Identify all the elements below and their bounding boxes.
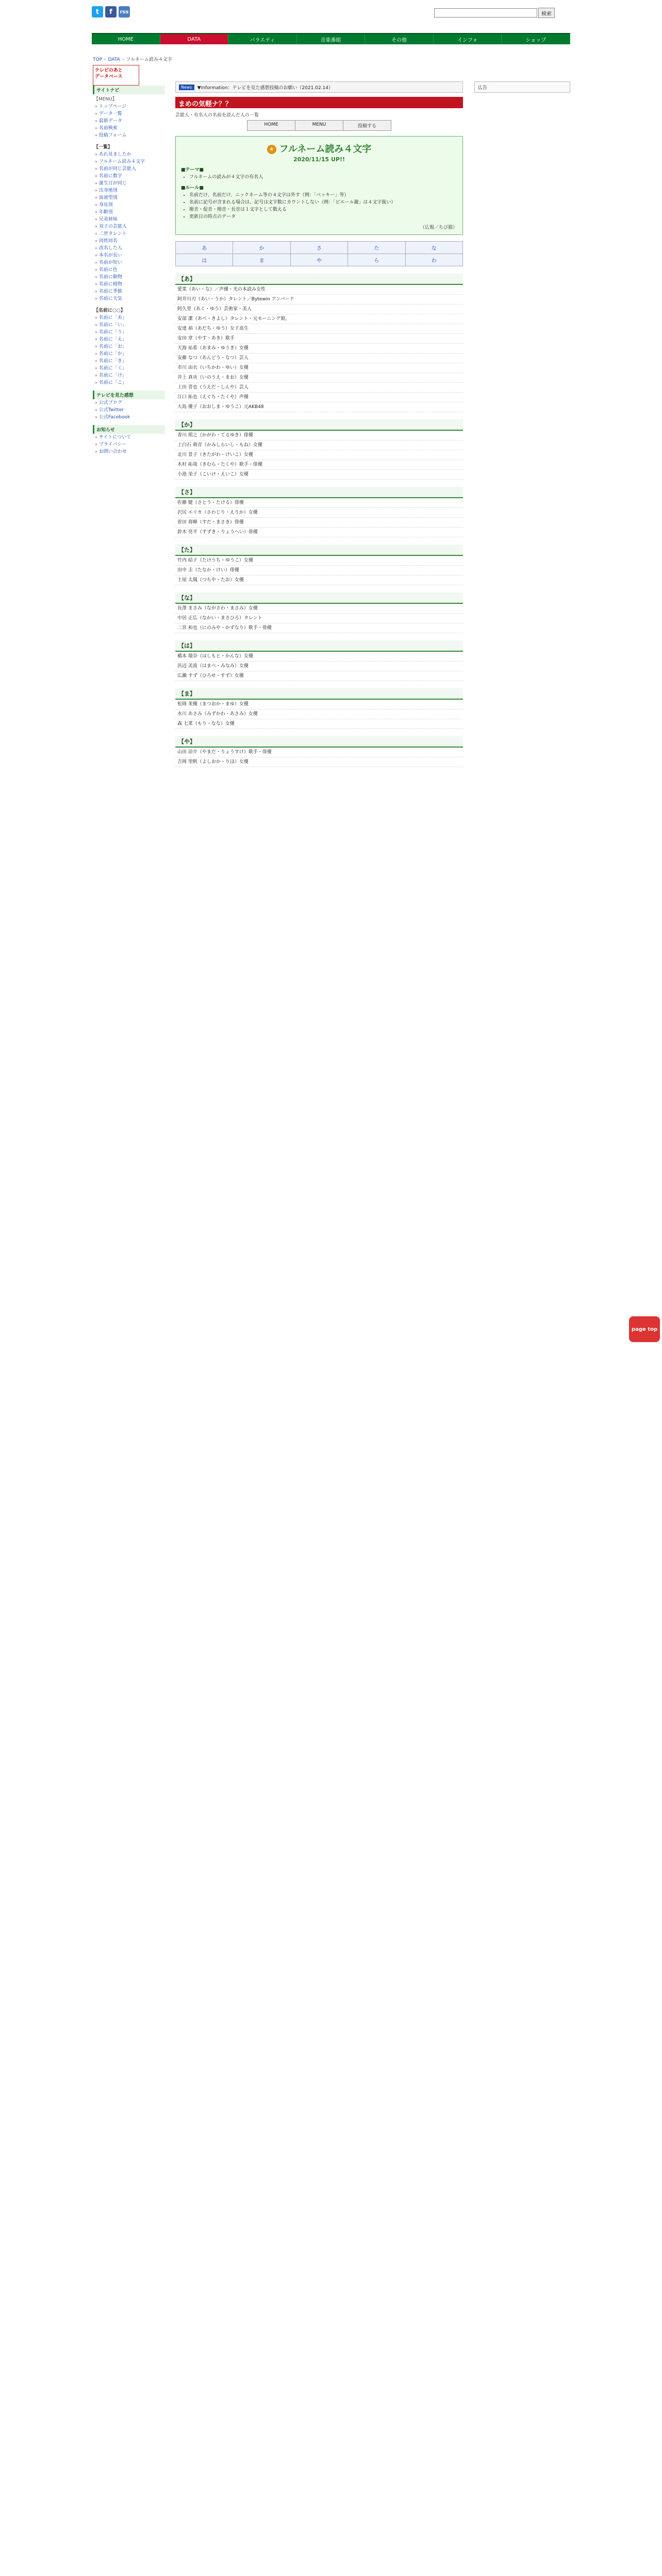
sidebar-menu-item[interactable]: » 投稿フォーム	[95, 132, 165, 139]
sidebar-list-item[interactable]: » 名前に「お」	[95, 343, 165, 350]
sidebar-list-item[interactable]: » 名前に「え」	[95, 336, 165, 343]
section-heading: 【や】	[175, 736, 463, 748]
sidebar-list-item[interactable]: » 年齢別	[95, 209, 165, 216]
sidebar-list-item[interactable]: » 公式ブログ	[95, 399, 165, 406]
kana-index-cell[interactable]: ま	[233, 254, 290, 266]
kana-index-cell[interactable]: さ	[291, 242, 348, 254]
list-item[interactable]: 江口 拓也（えぐち・たくや）声優	[175, 393, 463, 402]
sidebar-title-nav: サイトナビ	[93, 86, 165, 94]
logo-line1: テレビのあと	[95, 68, 123, 73]
list-item[interactable]: 森 七菜（もり・なな）女優	[175, 719, 463, 729]
kana-index-cell[interactable]: あ	[176, 242, 233, 254]
list-item[interactable]: 上田 晋也（うえだ・しんや）芸人	[175, 383, 463, 393]
search-input[interactable]	[434, 8, 537, 18]
sidebar-list-item[interactable]: » 血液型別	[95, 194, 165, 201]
feature-box	[175, 136, 463, 235]
theme-item: • フルネームの読みが４文字の有名人	[189, 174, 457, 181]
list-item[interactable]: 沢尻 エリカ（さわじり・えりか）女優	[175, 508, 463, 518]
list-item[interactable]: 水川 あさみ（みずかわ・あさみ）女優	[175, 709, 463, 719]
notice-bar[interactable]	[175, 81, 463, 93]
sidebar-menu-item[interactable]: » 最新データ	[95, 117, 165, 125]
notice-text[interactable]: ▼Information：テレビを見た感想投稿のお願い（2021.02.14）	[197, 85, 333, 91]
list-item[interactable]: 橋本 環奈（はしもと・かんな）女優	[175, 652, 463, 662]
list-item[interactable]: 吉岡 里帆（よしおか・りほ）女優	[175, 757, 463, 767]
rule-item: • 名前に記号が含まれる場合は、記号は文字数にカウントしない（例：「ピエール瀧」は４文字扱い）	[189, 199, 457, 206]
facebook-icon[interactable]: f	[105, 6, 117, 18]
sidebar-list-item[interactable]: » 名前に「こ」	[95, 379, 165, 386]
sidebar-list-item[interactable]: » 改名した人	[95, 245, 165, 252]
kana-index-cell[interactable]: は	[176, 254, 233, 266]
nav-home[interactable]: HOME	[92, 34, 160, 44]
nav-info[interactable]: インフォ	[434, 34, 502, 44]
list-item[interactable]: 香川 照之（かがわ・てるゆき）俳優	[175, 431, 463, 440]
subnav-post[interactable]: 投稿する	[343, 121, 391, 130]
sidebar-list-3	[93, 399, 165, 421]
list-item[interactable]: 山田 涼介（やまだ・りょうすけ）歌手・俳優	[175, 748, 463, 757]
kana-index-cell[interactable]: な	[406, 242, 463, 254]
sidebar-list-item[interactable]: » フルネーム読み４文字	[95, 158, 165, 165]
sidebar-menu-item[interactable]: » トップページ	[95, 103, 165, 110]
page-description: 芸能人・有名人の名前を読んだ人の一覧	[175, 113, 259, 118]
page-title: まめの気軽ナ？？	[175, 97, 463, 108]
sidebar-list-item[interactable]: » プライバシー	[95, 441, 165, 448]
sidebar-title-notice: お知らせ	[93, 425, 165, 434]
top-bar	[92, 4, 570, 20]
search-button[interactable]: 検索	[538, 8, 555, 18]
rule-item: • 更新日の時点のデータ	[189, 213, 457, 221]
list-item[interactable]: 中居 正広（なかい・まさひろ）タレント	[175, 614, 463, 623]
nav-data[interactable]: DATA	[160, 34, 229, 44]
list-item[interactable]: 市川 由衣（いちかわ・ゆい）女優	[175, 363, 463, 373]
feature-title	[181, 142, 457, 155]
section-heading: 【か】	[175, 419, 463, 431]
rule-label: ■ルール■	[181, 185, 204, 191]
sidebar-list-item[interactable]: » 公式Twitter	[95, 406, 165, 414]
sidebar-list-item[interactable]: » 名前が短い	[95, 259, 165, 266]
rule-item: • 名前だけ、名前だけ、ニックネーム等の４文字は外す（例：「ベッキー」等）	[189, 192, 457, 199]
sidebar-list-2	[93, 314, 165, 386]
sidebar-list-item[interactable]: » 本名が長い	[95, 252, 165, 259]
list-item[interactable]: 鈴木 亮平（すずき・りょうへい）俳優	[175, 528, 463, 537]
sidebar-list-item[interactable]: » 二世タレント	[95, 230, 165, 238]
sidebar-subtitle: 【一覧】	[94, 145, 113, 150]
list-item[interactable]: 安達 裕（あだち・ゆう）女子高生	[175, 324, 463, 334]
right-column	[474, 81, 570, 93]
list-item[interactable]: 松岡 茉優（まつおか・まゆ）女優	[175, 700, 463, 709]
sidebar-list-item[interactable]: » あれ見ましたか	[95, 151, 165, 158]
section-heading: 【た】	[175, 545, 463, 556]
kana-index-cell[interactable]: か	[233, 242, 290, 254]
list-item[interactable]: 安藤 なつ（あんどう・なつ）芸人	[175, 353, 463, 363]
nav-shop[interactable]: ショップ	[502, 34, 570, 44]
theme-list	[181, 174, 457, 181]
theme-label: ■テーマ■	[181, 167, 204, 173]
list-item[interactable]: 井上 真央（いのうえ・まお）女優	[175, 373, 463, 383]
breadcrumb: TOP › DATA › フルネーム読み４文字	[93, 57, 172, 62]
sidebar-list-item[interactable]: » 名前に季節	[95, 288, 165, 295]
subnav-home[interactable]: HOME	[247, 121, 295, 130]
section-heading: 【は】	[175, 640, 463, 652]
subnav-menu[interactable]: MENU	[295, 121, 343, 130]
section-heading: 【さ】	[175, 487, 463, 498]
nav-music[interactable]: 音楽番組	[297, 34, 366, 44]
breadcrumb-top[interactable]: TOP	[93, 57, 103, 62]
sidebar-list-item[interactable]: » サイトについて	[95, 434, 165, 441]
list-item[interactable]: 土屋 太鳳（つちや・たお）女優	[175, 575, 463, 585]
sidebar-list-item[interactable]: » 出身地別	[95, 187, 165, 194]
sidebar-list-4	[93, 434, 165, 455]
sidebar-list-item[interactable]: » 名前に「け」	[95, 372, 165, 379]
list-item[interactable]: 上白石 萌音（かみしらいし・もね）女優	[175, 440, 463, 450]
rule-item: • 撥音・促音・拗音・長音は１文字として数える	[189, 206, 457, 213]
list-item[interactable]: 木村 拓哉（きむら・たくや）歌手・俳優	[175, 460, 463, 470]
section-heading: 【な】	[175, 592, 463, 604]
sidebar-list-item[interactable]: » 名前に「か」	[95, 350, 165, 358]
list-item[interactable]: 安田 章（やす・あき）歌手	[175, 334, 463, 344]
sidebar-subtitle-2: 【名前に○○】	[94, 308, 125, 313]
list-item[interactable]: 二宮 和也（にのみや・かずなり）歌手・俳優	[175, 623, 463, 633]
list-item[interactable]: 田中 圭（たなか・けい）俳優	[175, 566, 463, 575]
sidebar-list-item[interactable]: » 同姓同名	[95, 238, 165, 245]
main-content	[175, 81, 463, 767]
kana-index-cell[interactable]: た	[348, 242, 405, 254]
sidebar-list-item[interactable]: » 名前に動物	[95, 274, 165, 281]
sidebar-list	[93, 151, 165, 302]
list-item[interactable]: 竹内 結子（たけうち・ゆうこ）女優	[175, 556, 463, 566]
sidebar-list-item[interactable]: » 公式Facebook	[95, 414, 165, 421]
sidebar-list-item[interactable]: » 名前が同じ芸能人	[95, 165, 165, 173]
kana-index	[175, 241, 463, 266]
list-item[interactable]: 菅田 将暉（すだ・まさき）俳優	[175, 518, 463, 528]
section-heading: 【あ】	[175, 274, 463, 285]
sidebar-list-item[interactable]: » お問い合わせ	[95, 448, 165, 455]
twitter-icon[interactable]: t	[92, 6, 103, 18]
feature-date: 2020/11/15 UP!!	[293, 156, 345, 163]
list-item[interactable]: 阿井川刃（あい・うか）タレント／Bytewin アンバード	[175, 295, 463, 304]
kana-index-cell[interactable]: や	[291, 254, 348, 266]
sidebar-title-impressions: テレビを見た感想	[93, 391, 165, 399]
list-item[interactable]: 北川 景子（きたがわ・けいこ）女優	[175, 450, 463, 460]
sidebar-list-item[interactable]: » 誕生日が同じ	[95, 180, 165, 187]
nav-variety[interactable]: バラエティ	[228, 34, 297, 44]
breadcrumb-current: フルネーム読み４文字	[126, 57, 172, 62]
breadcrumb-data[interactable]: DATA	[108, 57, 120, 62]
section-heading: 【ま】	[175, 688, 463, 700]
right-ad: 広告	[474, 81, 570, 93]
list-item[interactable]: 安部 潔（あべ・きよし）タレント・元モーニング娘。	[175, 314, 463, 324]
list-item[interactable]: 長澤 まさみ（ながさわ・まさみ）女優	[175, 604, 463, 614]
nav-other[interactable]: その他	[365, 34, 434, 44]
list-item[interactable]: 小池 栄子（こいけ・えいこ）女優	[175, 470, 463, 480]
page-top-button[interactable]: page top	[629, 1316, 660, 1342]
notice-tag: News	[179, 84, 194, 90]
sidebar-list-item[interactable]: » 名前に「い」	[95, 321, 165, 329]
sidebar-list-item[interactable]: » 兄弟姉妹	[95, 216, 165, 223]
list-item[interactable]: 佐藤 健（さとう・たける）俳優	[175, 498, 463, 508]
list-item[interactable]: 浜辺 美波（はまべ・みなみ）女優	[175, 662, 463, 671]
sidebar-list-item[interactable]: » 双子の芸能人	[95, 223, 165, 230]
sidebar-list-item[interactable]: » 名前に色	[95, 266, 165, 274]
sidebar-list-item[interactable]: » 名前に数字	[95, 173, 165, 180]
kana-index-cell[interactable]: ら	[348, 254, 405, 266]
kana-index-cell[interactable]: わ	[406, 254, 463, 266]
rule-list	[181, 192, 457, 221]
sidebar	[93, 81, 165, 455]
sub-nav	[247, 120, 391, 131]
sidebar-menu-item[interactable]: » データ一覧	[95, 110, 165, 117]
sidebar-list-item[interactable]: » 身長別	[95, 201, 165, 209]
logo-line2: データベース	[95, 74, 123, 79]
list-item[interactable]: 大島 優子（おおしま・ゆうこ）元AKB48	[175, 402, 463, 412]
global-nav	[92, 33, 570, 44]
list-item[interactable]: 阿久里（あく・ゆう）芸術家・美人	[175, 304, 463, 314]
sidebar-menu-list	[93, 103, 165, 139]
sidebar-list-item[interactable]: » 名前に「あ」	[95, 314, 165, 321]
entry-sections	[175, 274, 463, 767]
list-item[interactable]: 広瀬 すず（ひろせ・すず）女優	[175, 671, 463, 681]
list-item[interactable]: 天海 祐希（あまみ・ゆうき）女優	[175, 344, 463, 353]
sidebar-list-item[interactable]: » 名前に「く」	[95, 365, 165, 372]
feature-title-icon: ★	[267, 145, 276, 154]
feature-signature: （広報／ちび猫）	[420, 225, 457, 230]
sidebar-list-item[interactable]: » 名前に天気	[95, 295, 165, 302]
rss-icon[interactable]: rss	[119, 6, 130, 18]
feature-title-text: フルネーム読み４文字	[279, 144, 372, 155]
sidebar-list-item[interactable]: » 名前に「う」	[95, 329, 165, 336]
sidebar-list-item[interactable]: » 名前に植物	[95, 281, 165, 288]
sidebar-menu-item[interactable]: » 名前検索	[95, 125, 165, 132]
sidebar-list-item[interactable]: » 名前に「き」	[95, 358, 165, 365]
list-item[interactable]: 愛菜（あい・な）／声優・光の本読み女性	[175, 285, 463, 295]
sidebar-menu-label: 【MENU】	[94, 97, 117, 102]
